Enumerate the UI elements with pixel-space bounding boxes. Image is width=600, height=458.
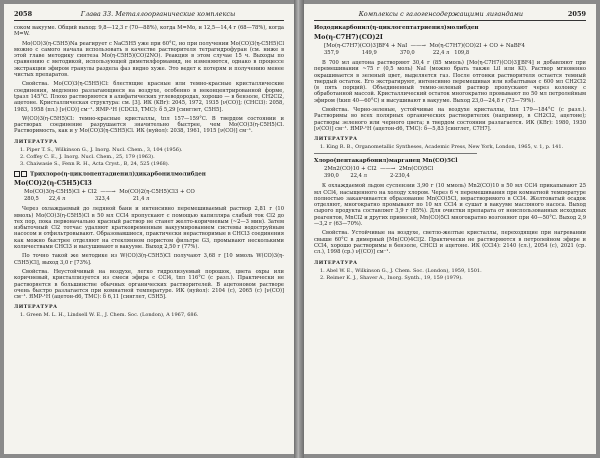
paragraph: соком вакууме. Общий выход: 9,8—12,3 г (70—88%), когда M=Mo, и 12,5—14,4 г (68—78%), когда M=W. [14, 25, 284, 38]
section-formula: Mo(η-C7H7)(CO)2I [314, 33, 383, 41]
reference: 1. Green M. L. H., Lindsell W. E., J. Chem. Soc. (London), A 1967, 686. [20, 312, 199, 319]
reaction-equation: Mo(CO)3(η-C5H5)Cl + Cl2 ——→ Mo(CO)2(η-C5H5)Cl3 + CO [24, 189, 195, 196]
book-gutter [294, 0, 304, 458]
reference: 1. King R. B., Organometallic Syntheses, Academic Press, New York, London, 1965, v. 1, p. 141. [320, 144, 564, 151]
paragraph: По точно такой же методике из W(CO)3(η-C5H5)Cl получают 3,68 г [10 ммоль W(CO)3(η-C5H5)Cl], выход 3,0 г [73%]. [14, 253, 284, 266]
paragraph: В 700 мл ацетона растворяют 30,4 г (85 ммоль) [Mo(η-C7H7)(CO)3][BF4] и добавляют при перемешивании ~75 г (0,5 моль) NaI (можно брать также LiI или KI). Раствор мгновенно окрашивается в зеленый цвет, выделяется газ. После отгонки растворителя остается темный твердый остаток. Его экстрагируют, интенсивно перемешивая или взбалтывая с 600 мл CH2Cl2 (в пять порций). Объединенный темно-зеленый раствор пропускают через колонку с обработанной массой. Кристаллический остаток многократно промывают по 50 мл петролейным эфиром (tкип 40—60°C) и высушивают в вакууме. Выход 23,0—24,8 г (73—79%). [314, 60, 586, 104]
literature-heading: ЛИТЕРАТУРА [14, 138, 58, 145]
reference: 3. Chaiwasie S., Fenn R. H., Acta Cryst., B, 24, 525 (1968). [20, 160, 170, 167]
section-formula: Mo(CO)2(η-C5H5)Cl3 [14, 179, 92, 188]
reaction-masses: 390,0 22,4 л 2·230,4 [324, 172, 410, 179]
page-number: 2058 [14, 10, 33, 18]
reaction-equation: [Mo(η-C7H7)(CO)3]BF4 + NaI ——→ Mo(η-C7H7)(CO)2I + CO + NaBF4 [324, 43, 525, 49]
section-title-text: Трихлоро(η-циклопентадиенил)дикарбонилмолибден [29, 171, 206, 178]
paragraph: Свойства. Черно-зеленые, устойчивые на воздухе кристаллы, tпл 179—184°C (с разл.). Растворимы во всех полярных органических растворителях (например, в CH2Cl2, ацетоне); растворы зеленого или черного цвета; в твердом состоянии разлагается. ИК (KBr): 1980, 1930 [ν(CO)] см⁻¹. ЯМР-¹H (ацетон-d6, ТМС): δ—5,83 [синглет, C7H7]. [314, 107, 586, 132]
section-box-icon [14, 171, 20, 177]
literature-heading: ЛИТЕРАТУРА [314, 136, 358, 143]
paragraph: Через охлаждаемый до ледяной бани и интенсивно перемешиваемый раствор 2,81 г (10 ммоль) Mo(CO)3(η-C5H5)Cl в 50 мл CCl4 пропускают с помощью капилляра слабый ток Cl2 до тех пор, пока первоначально красный раствор не станет желто-коричневым (~2—3 мин). Затем избыточный Cl2 тотчас удаляют кратковременным вакуумированием системы водоструйным насосом и отфильтровывают. Образовавшиеся, практически нерастворимые в CHCl3 соединения как можно быстрее отделяют на стеклянном пористом фильтре G3, промывают несколькими количествами CHCl3 и высушивают в вакууме. Выход 2,50 г (77%). [14, 206, 284, 251]
left-page-header [14, 10, 284, 21]
section-box-icon [21, 171, 27, 177]
section-title: Хлоро(пентакарбонил)марганец Mn(CO)5Cl [314, 158, 458, 165]
left-page [4, 4, 294, 454]
reference: 2. Coffey C. E., J. Inorg. Nucl. Chem., 25, 179 (1963). [20, 153, 155, 160]
paragraph: К охлаждаемой льдом суспензии 3,90 г (10 ммоль) Mn2(CO)10 в 50 мл CCl4 прикапывают 25 мл CCl4, насыщенного на холоду хлором. Через 6 ч перемешивания при комнатной температуре полностью заканчивается образование Mn(CO)5Cl, нерастворимого в CCl4. Желтоватый осадок отделяют, многократно промывают по 10 мл CCl4 и сушат в вакууме масляного насоса. Выход сырого продукта составляет 3,9 г (85%). Для очистки препарата от неиспользованных исходных реагентов, MnCl2 и других примесей, Mn(CO)5Cl многократно возгоняют при 40—50°C. Выход 2,9—3,2 г (63—70%). [314, 183, 586, 228]
reaction-equation: 2Mn2(CO)10 + Cl2 ——→ 2Mn(CO)5Cl [324, 166, 434, 173]
literature-heading: ЛИТЕРАТУРА [14, 304, 58, 311]
reference: 1. Piper T. S., Wilkinson G., J. Inorg. Nucl. Chem., 3, 104 (1956). [20, 146, 183, 153]
running-title: Комплексы с галогенсодержащими лигандами [358, 10, 524, 18]
literature-heading: ЛИТЕРАТУРА [314, 259, 358, 266]
paragraph: Свойства. Устойчивые на воздухе, светло-желтые кристаллы, переходящие при нагревании свыше 60°C в димерный [Mn(CO)4Cl]2. Практически не растворяются в петролейном эфире и CCl4, хорошо растворимы в бензоле, CHCl3 и ацетоне. ИК (CCl4): 2140 (сл.), 2054 (с), 2021 (ср. сл.), 1998 (ср.) ν[(CO)] см⁻¹. [314, 230, 586, 256]
paragraph: Свойства. Mo(CO)3(η-C5H5)Cl: блестящие красные или темно-красные кристаллические соединения, медленно разлагающиеся на воздухе, особенно в неконцентрированной форме, tразл 145°C. Плохо растворяются в алифатических углеводородах, хорошо — в бензоле, CH2Cl2, ацетоне. Кристаллическая структура: см. [3]. ИК (KBr): 2045, 1972, 1935 [ν(CO)]; (CHCl3): 2058, 1983, 1958 (пл.) [ν(CO)] см⁻¹. ЯМР-¹H (CDCl3, ТМС): δ 5,29 [синглет, C5H5]. [14, 81, 284, 113]
reaction-masses: 280,5 22,4 л 323,4 21,4 л [24, 195, 150, 202]
section-title [14, 171, 284, 179]
page-number: 2059 [567, 10, 586, 18]
paragraph: Свойства. Неустойчивый на воздухе, легко гидролизуемый порошок, цвета охры или коричневый, кристаллизуется из смеси эфира с CCl4, tпл 116°C (с разл.). Практически не растворяется в большинстве обычных органических растворителей. В ацетоновом растворе очень быстро разлагается при комнатной температуре. ИК (нуйол): 2104 (с), 2065 (с) [ν(CO)] см⁻¹. ЯМР-¹H (ацетон-d6, ТМС): δ 6,11 [синглет, C5H5]. [14, 268, 284, 301]
paragraph: W(CO)3(η-C5H5)Cl: темно-красные кристаллы, tпл 157—159°C. В твердом состоянии и растворах соединение разрушается значительно быстрее, чем Mo(CO)3(η-C5H5)Cl. Растворимость, как и у Mo(CO)3(η-C5H5)Cl. ИК (нуйол): 2038, 1961, 1915 [ν(CO)] см⁻¹. [14, 115, 284, 135]
reference: 2. Reimer K. J., Shaver A., Inorg. Synth., 19, 159 (1979). [320, 274, 463, 281]
paragraph: Mo(CO)3(η-C5H5)Na реагирует с NaC5H5 уже при 60°C, но при получении Mo(CO)3(η-C5H5)Cl можно с самого начала использовать в качестве растворителя тетрагидрофуран (см. ниже в этой главе методику синтеза Mo(η-C5H5)(CO)2NO). Реакция в этом случае 15 ч. Выходы по сравнению с методикой, использующей диметилформамид, не изменяются, однако в процессе экстракции эфиром гранулы раздела фаз видно хуже. Это ведет к потерям и получению менее чистых препаратов. [14, 40, 284, 79]
section-title: Иододикарбонил(η-циклогептатриенил)молибден [314, 25, 479, 31]
reaction-masses: 357,9 149,9 370,0 22,4 л 109,8 [324, 49, 470, 56]
right-page-header [314, 10, 586, 21]
right-page [304, 4, 596, 454]
reference: 1. Abel W. E., Wilkinson G., J. Chem. Soc. (London), 1959, 1501. [320, 267, 482, 274]
divider [314, 153, 477, 154]
running-title: Глава 33. Металлоорганические комплексы [80, 10, 236, 18]
